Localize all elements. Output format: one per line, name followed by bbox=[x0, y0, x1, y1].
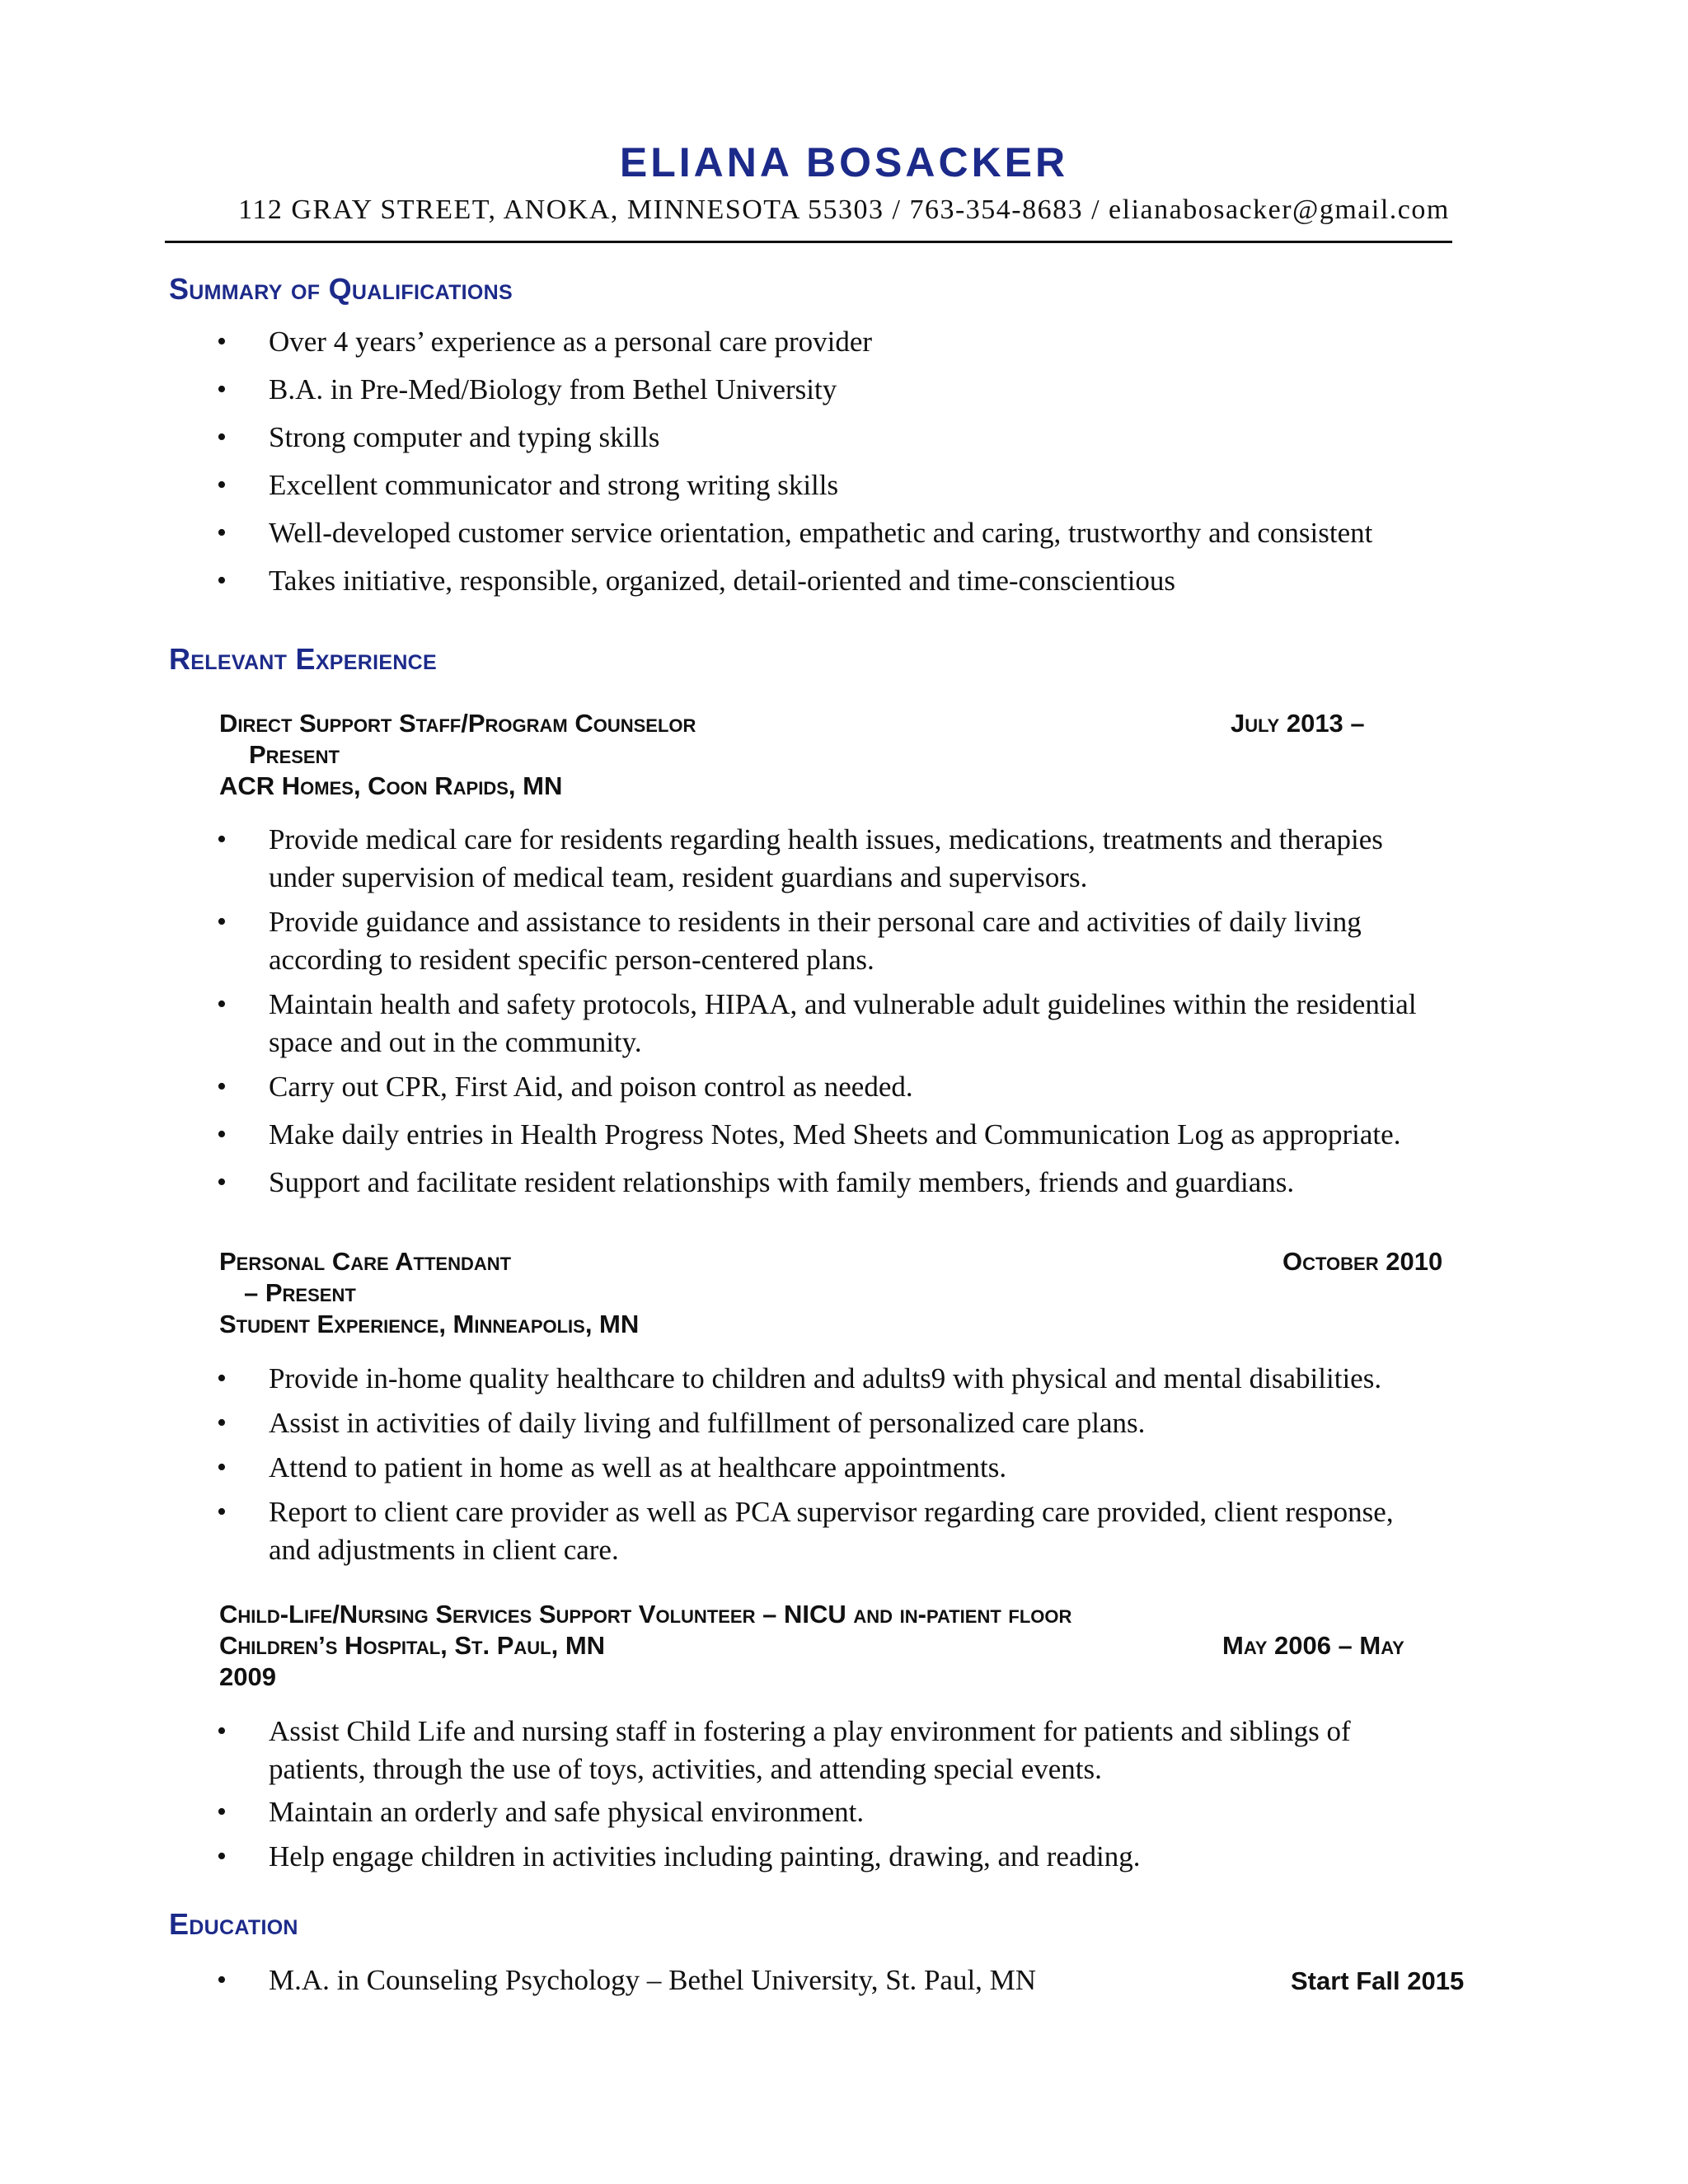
bullet-icon: • bbox=[217, 470, 227, 500]
bullet-icon: • bbox=[217, 565, 227, 596]
resume-page: ELIANA BOSACKER 112 GRAY STREET, ANOKA, MINNESOTA 55303 / 763-354-8683 / elianabosacker@gmail.com Summary of Qualifications • Over 4 years’ experience as a personal care provider • B.A. in Pre-Med/Biology from Bethel University • Strong computer and typing skills • Excellent communicator and strong writing skills • Well-developed customer service orientation, empathetic and caring, trustworthy and consistent • Takes initiative, responsible, organized, detail-oriented and time-conscientious Relevant Experience Direct Support Staff/Program Counselor July 2013 – Present ACR Homes, Coon Rapids, MN • Provide medical care for residents regarding health issues, medications, treatments and therapies under supervision of medical team, resident guardians and supervisors. • Provide guidance and assistance to residents in their personal care and activities of daily living according to resident specific person-centered plans. • Maintain health and safety protocols, HIPAA, and vulnerable adult guidelines within the residential space and out in the community. • Carry out CPR, First Aid, and poison control as needed. • Make daily entries in Health Progress Notes, Med Sheets and Communication Log as appropriate. • Support and facilitate resident relationships with family members, friends and guardians. Personal Care Attendant October 2010 – Present Student Experience, Minneapolis, MN • Provide in-home quality healthcare to children and adults9 with physical and mental disabilities. • Assist in activities of daily living and fulfillment of personalized care plans. • Attend to patient in home as well as at healthcare appointments. • Report to client care provider as well as PCA supervisor regarding care provided, client response, and adjustments in client care. Child-Life/Nursing Services Support Volunteer – NICU and in-patient floor Children’s Hospital, St. Paul, MN May 2006 – May 2009 • Assist Child Life and nursing staff in fostering a play environment for patients and siblings of patients, through the use of toys, activities, and attending special events. • Maintain an orderly and safe physical environment. • Help engage children in activities including painting, drawing, and reading. Education • M.A. in Counseling Psychology – Bethel University, St. Paul, MN Start Fall 2015 bbox=[0, 0, 1688, 2184]
section-title-education: Education bbox=[169, 1907, 298, 1941]
bullet-icon: • bbox=[217, 326, 227, 357]
bullet-icon: • bbox=[217, 1716, 227, 1746]
contact-line: 112 GRAY STREET, ANOKA, MINNESOTA 55303 / 763-354-8683 / elianabosacker@gmail.com bbox=[238, 194, 1450, 225]
bullet-icon: • bbox=[217, 907, 227, 937]
candidate-name: ELIANA BOSACKER bbox=[619, 139, 1069, 185]
job-organization: Children’s Hospital, St. Paul, MN bbox=[219, 1631, 606, 1660]
education-date: Start Fall 2015 bbox=[1291, 1966, 1465, 1995]
header-divider bbox=[165, 241, 1452, 243]
section-title-experience: Relevant Experience bbox=[169, 642, 438, 676]
job-dates: October 2010 bbox=[1282, 1247, 1443, 1276]
job-dates-continued: 2009 bbox=[219, 1662, 276, 1691]
bullet-icon: • bbox=[217, 1841, 227, 1872]
job-title: Personal Care Attendant bbox=[219, 1247, 512, 1276]
bullet-icon: • bbox=[217, 1497, 227, 1527]
job-dates: May 2006 – May bbox=[1222, 1631, 1404, 1660]
bullet-icon: • bbox=[217, 1408, 227, 1438]
job-organization: ACR Homes, Coon Rapids, MN bbox=[219, 771, 563, 800]
bullet-icon: • bbox=[217, 1965, 227, 1995]
bullet-icon: • bbox=[217, 518, 227, 548]
bullet-icon: • bbox=[217, 1167, 227, 1197]
job-dates-continued: – Present bbox=[244, 1278, 356, 1307]
bullet-icon: • bbox=[217, 824, 227, 855]
bullet-icon: • bbox=[217, 1452, 227, 1483]
bullet-icon: • bbox=[217, 374, 227, 405]
job-title: Child-Life/Nursing Services Support Volunteer – NICU and in-patient floor bbox=[219, 1600, 1072, 1629]
bullet-icon: • bbox=[217, 422, 227, 452]
bullet-icon: • bbox=[217, 1363, 227, 1394]
job-organization: Student Experience, Minneapolis, MN bbox=[219, 1310, 640, 1338]
job-dates: July 2013 – bbox=[1231, 709, 1365, 738]
bullet-icon: • bbox=[217, 1071, 227, 1102]
bullet-icon: • bbox=[217, 989, 227, 1019]
job-title: Direct Support Staff/Program Counselor bbox=[219, 709, 696, 738]
job-dates-continued: Present bbox=[249, 740, 340, 769]
section-title-summary: Summary of Qualifications bbox=[169, 272, 513, 306]
bullet-icon: • bbox=[217, 1119, 227, 1150]
bullet-icon: • bbox=[217, 1797, 227, 1827]
